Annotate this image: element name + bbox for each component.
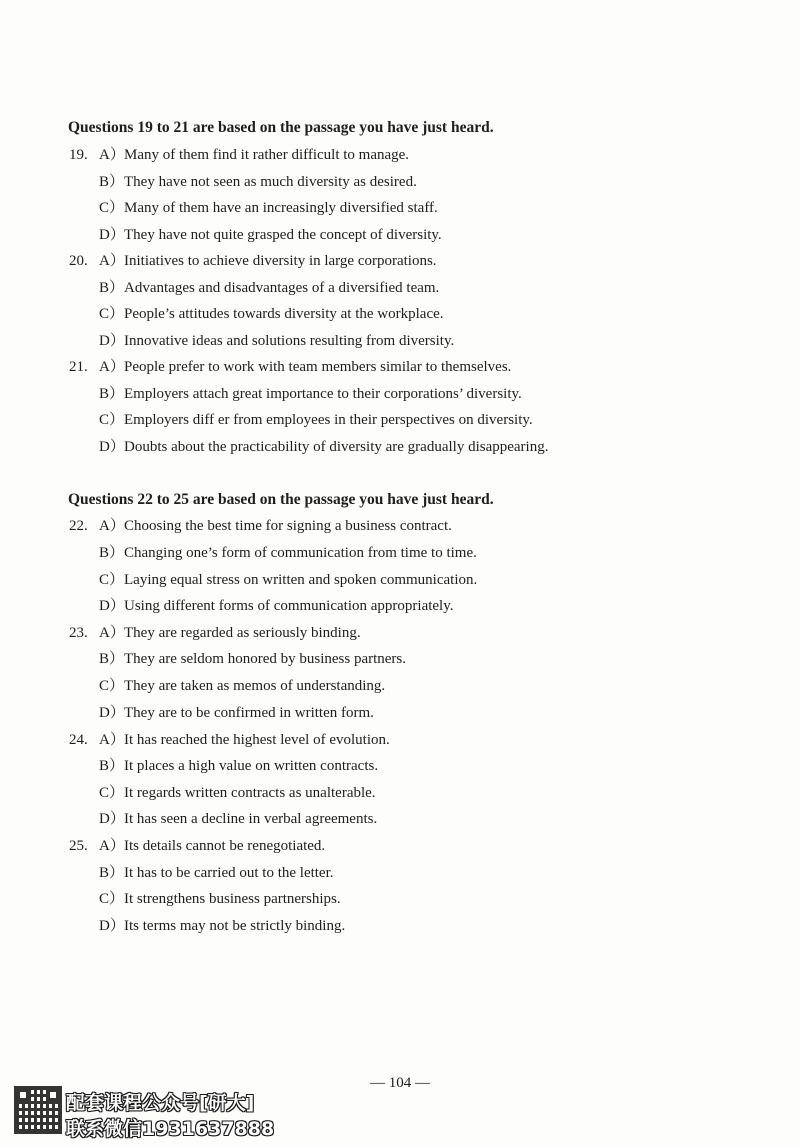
option-text: Its details cannot be renegotiated. xyxy=(124,838,326,854)
section-title: Questions 22 to 25 are based on the passage you have just heard. xyxy=(68,491,494,508)
option-letter: B） xyxy=(99,174,125,190)
option-text: People’s attitudes towards diversity at the workplace. xyxy=(124,306,444,322)
option-letter: A） xyxy=(99,359,125,375)
option-text: It regards written contracts as unalterable. xyxy=(124,785,376,801)
question-number: 19. xyxy=(69,147,88,163)
option-letter: B） xyxy=(99,651,125,667)
option-text: Advantages and disadvantages of a diversified team. xyxy=(124,280,440,296)
question-number: 20. xyxy=(69,253,88,269)
option-letter: D） xyxy=(99,705,125,721)
option-letter: A） xyxy=(99,625,125,641)
option-letter: D） xyxy=(99,811,125,827)
question-number: 24. xyxy=(69,732,88,748)
question-number: 25. xyxy=(69,838,88,854)
option-text: It has to be carried out to the letter. xyxy=(124,865,334,881)
option-text: It has seen a decline in verbal agreements. xyxy=(124,811,378,827)
option-letter: D） xyxy=(99,333,125,349)
option-text: Its terms may not be strictly binding. xyxy=(124,918,346,934)
option-letter: A） xyxy=(99,147,125,163)
option-text: Choosing the best time for signing a business contract. xyxy=(124,518,452,534)
page-number: — 104 — xyxy=(370,1075,430,1091)
option-letter: C） xyxy=(99,412,125,428)
option-letter: A） xyxy=(99,732,125,748)
option-letter: C） xyxy=(99,572,125,588)
option-text: People prefer to work with team members similar to themselves. xyxy=(124,359,512,375)
option-text: It places a high value on written contracts. xyxy=(124,758,379,774)
option-letter: B） xyxy=(99,386,125,402)
option-letter: B） xyxy=(99,545,125,561)
question-number: 21. xyxy=(69,359,88,375)
option-text: It has reached the highest level of evolution. xyxy=(124,732,390,748)
option-text: Changing one’s form of communication from time to time. xyxy=(124,545,477,561)
option-text: They have not quite grasped the concept of diversity. xyxy=(124,227,442,243)
option-text: They have not seen as much diversity as desired. xyxy=(124,174,417,190)
option-letter: B） xyxy=(99,758,125,774)
option-text: Employers diff er from employees in their perspectives on diversity. xyxy=(124,412,533,428)
option-text: Laying equal stress on written and spoken communication. xyxy=(124,572,478,588)
option-letter: C） xyxy=(99,200,125,216)
option-letter: C） xyxy=(99,678,125,694)
option-letter: D） xyxy=(99,227,125,243)
option-letter: B） xyxy=(99,865,125,881)
section-title: Questions 19 to 21 are based on the passage you have just heard. xyxy=(68,119,494,136)
option-text: Employers attach great importance to their corporations’ diversity. xyxy=(124,386,522,402)
option-letter: A） xyxy=(99,838,125,854)
option-letter: B） xyxy=(99,280,125,296)
option-letter: C） xyxy=(99,306,125,322)
option-letter: C） xyxy=(99,891,125,907)
option-letter: D） xyxy=(99,918,125,934)
option-text: Many of them find it rather difficult to manage. xyxy=(124,147,410,163)
option-text: They are to be confirmed in written form. xyxy=(124,705,374,721)
option-text: They are seldom honored by business partners. xyxy=(124,651,407,667)
option-letter: A） xyxy=(99,253,125,269)
watermark-footer xyxy=(14,1086,314,1138)
option-letter: C） xyxy=(99,785,125,801)
option-text: Many of them have an increasingly diversified staff. xyxy=(124,200,438,216)
qr-code-icon xyxy=(14,1086,62,1134)
question-number: 22. xyxy=(69,518,88,534)
option-text: It strengthens business partnerships. xyxy=(124,891,341,907)
watermark-line-2: 联系微信1931637888 xyxy=(66,1118,275,1140)
watermark-line-1: 配套课程公众号[研大] xyxy=(66,1092,255,1114)
option-text: Using different forms of communication appropriately. xyxy=(124,598,454,614)
option-text: Doubts about the practicability of diversity are gradually disappearing. xyxy=(124,439,549,455)
option-letter: D） xyxy=(99,439,125,455)
option-text: Innovative ideas and solutions resulting from diversity. xyxy=(124,333,455,349)
option-letter: D） xyxy=(99,598,125,614)
question-number: 23. xyxy=(69,625,88,641)
option-text: They are regarded as seriously binding. xyxy=(124,625,361,641)
option-text: Initiatives to achieve diversity in large corporations. xyxy=(124,253,437,269)
option-letter: A） xyxy=(99,518,125,534)
option-text: They are taken as memos of understanding. xyxy=(124,678,386,694)
